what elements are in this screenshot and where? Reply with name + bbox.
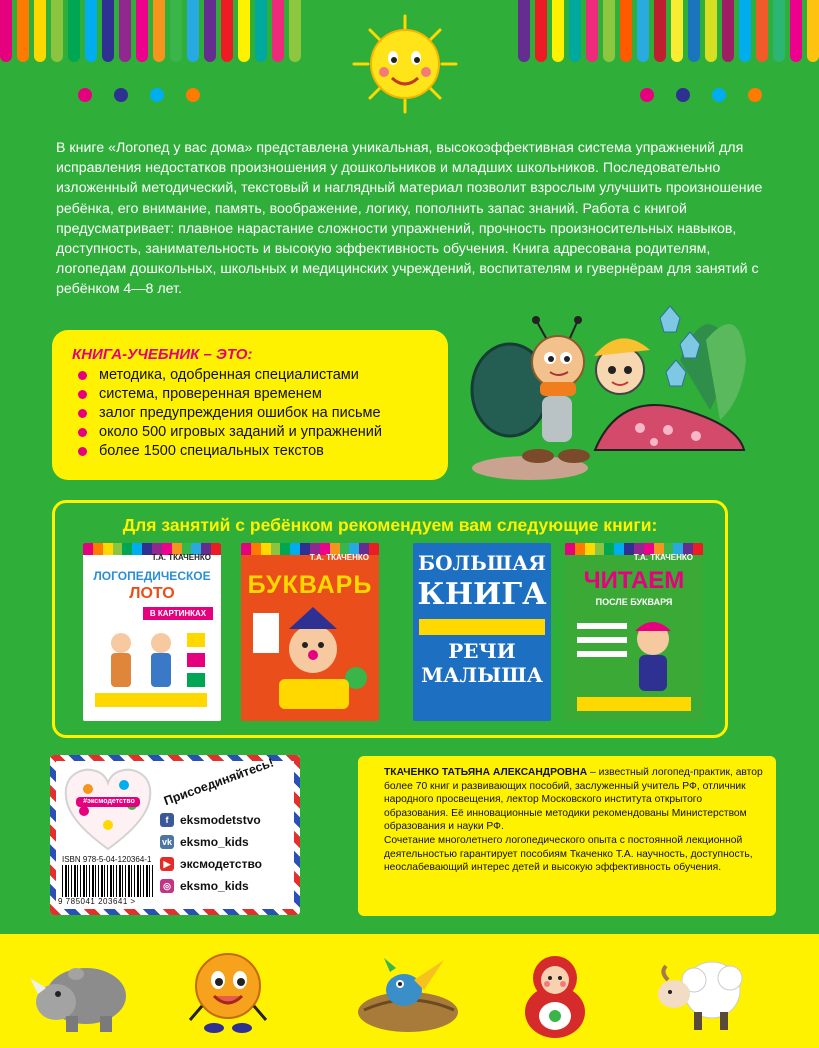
pencil-stripe [722,0,734,62]
pencil-stripe [654,0,666,62]
cover-stripe [132,543,142,555]
textbook-title: КНИГА-УЧЕБНИК – ЭТО: [72,346,253,363]
hashtag-text: #эксмодетство [83,798,135,805]
cover-stripe [300,543,310,555]
cover-stripe [211,543,221,555]
author-bio: ТКАЧЕНКО ТАТЬЯНА АЛЕКСАНДРОВНА – известный логопед-практик, автор более 70 книг и развивающих пособий, заслуженный учитель РФ, отличник народного просвещения, лектор Московского института открытого образования. Её инновационные методики рекомендованы Министерством образования и науки РФ. [384,767,763,833]
pencil-stripe [204,0,216,62]
book-title-line: РЕЧИ МАЛЫША [421,639,543,687]
bullet-dot [78,371,87,380]
pencil-stripe [34,0,46,62]
rhino-icon [30,950,130,1034]
barcode-icon [62,865,154,897]
social-list [160,809,262,897]
book-cover-bukvar [241,543,379,721]
cover-stripe [585,543,595,555]
cover-banner-icon [419,615,545,639]
pencil-stripe [51,0,63,62]
pencil-stripe [773,0,785,62]
bird-in-nest-icon [354,950,464,1034]
book-title-line: ЛОТО [129,585,175,602]
social-link-vk[interactable]: vk eksmo_kids [161,835,249,849]
pencil-stripe [221,0,233,62]
cover-stripe [693,543,703,555]
feature-item: более 1500 специальных текстов [72,442,430,461]
pencil-stripe [603,0,615,62]
cover-stripe [251,543,261,555]
girl-illustration-icon [573,613,695,713]
book-author: Т.А. ТКАЧЕНКО [309,553,369,562]
social-link-youtube[interactable]: ▶ эксмодетство [160,853,262,875]
pencil-stripe [552,0,564,62]
pencil-stripe [102,0,114,62]
book-title-line: БУКВАРЬ [247,571,373,599]
feature-item: система, проверенная временем [72,385,430,404]
matryoshka-icon [520,950,590,1040]
top-right-stripes [518,0,819,62]
color-dot [748,88,762,102]
bullet-dot [78,409,87,418]
pencil-stripe [790,0,802,62]
bullet-dot [78,390,87,399]
book-cover-big-book [413,543,551,721]
book-title-line: КНИГА [417,577,547,612]
book-title-line: ЧИТАЕМ [583,567,685,594]
right-dots [640,88,762,102]
kids-illustration-icon [91,623,211,711]
cover-stripe [261,543,271,555]
social-link-instagram[interactable]: ◎ eksmo_kids [160,875,262,897]
pencil-stripe [518,0,530,62]
pencil-stripe [807,0,819,62]
youtube-icon: ▶ [160,857,174,871]
cover-stripe [93,543,103,555]
cover-stripe [575,543,585,555]
cover-stripe [565,543,575,555]
pencil-stripe [85,0,97,62]
feature-item: около 500 игровых заданий и упражнений [72,423,430,442]
recommend-title: Для занятий с ребёнком рекомендуем вам следующие книги: [122,515,658,535]
pencil-stripe [671,0,683,62]
bug-and-snail-illustration [470,300,760,490]
pencil-stripe [569,0,581,62]
cover-stripe [142,543,152,555]
pencil-stripe [136,0,148,62]
social-link-facebook[interactable]: f eksmodetstvo [160,809,262,831]
pencil-stripe [705,0,717,62]
pencil-stripe [153,0,165,62]
vk-icon: vk [161,837,172,847]
smiling-ball-icon [180,950,280,1034]
pencil-stripe [68,0,80,62]
cover-stripe [614,543,624,555]
cover-stripe [103,543,113,555]
pencil-stripe [17,0,29,62]
book-title-line: БОЛЬШАЯ [418,551,546,575]
book-cover-chitaem [565,543,703,721]
isbn-text: ISBN 978-5-04-120364-1 [62,855,152,864]
pencil-stripe [688,0,700,62]
book-subtitle: ПОСЛЕ БУКВАРЯ [595,597,673,607]
clown-illustration-icon [249,607,371,713]
sun-icon [350,14,460,114]
pencil-stripe [187,0,199,62]
pencil-stripe [272,0,284,62]
bullet-dot [78,428,87,437]
color-dot [712,88,726,102]
top-left-stripes [0,0,301,62]
cover-stripe [241,543,251,555]
textbook-features-box [52,330,448,480]
pencil-stripe [255,0,267,62]
color-dot [640,88,654,102]
feature-item: залог предупреждения ошибок на письме [72,404,430,423]
pencil-stripe [620,0,632,62]
pencil-stripe [535,0,547,62]
cover-stripe [604,543,614,555]
cover-stripe [290,543,300,555]
cover-stripe [280,543,290,555]
cover-stripe [113,543,123,555]
color-dot [114,88,128,102]
pencil-stripe [0,0,12,62]
join-text: Присоединяйтесь! [162,755,276,809]
cover-stripe [83,543,93,555]
recommended-books-panel [52,500,728,738]
cover-stripe [595,543,605,555]
book-subtitle: В КАРТИНКАХ [143,607,213,620]
color-dot [186,88,200,102]
cover-stripe [369,543,379,555]
color-dot [78,88,92,102]
author-name: ТКАЧЕНКО ТАТЬЯНА АЛЕКСАНДРОВНА [384,767,588,778]
barcode-number: 9 785041 203641 > [58,897,136,906]
book-author: Т.А. ТКАЧЕНКО [633,553,693,562]
pencil-stripe [119,0,131,62]
pencil-stripe [637,0,649,62]
cover-stripe [122,543,132,555]
author-bio-box [358,756,776,916]
book-cover-lotto [83,543,221,721]
pencil-stripe [586,0,598,62]
feature-item: методика, одобренная специалистами [72,366,430,385]
pencil-stripe [170,0,182,62]
social-links-card [50,755,300,915]
book-title-line: ЛОГОПЕДИЧЕСКОЕ [93,569,211,583]
intro-text: В книге «Логопед у вас дома» представлена уникальная, высокоэффективная система упражнений для исправления недостатков произношения у дошкольников и младших школьников. Последовательно изложенный методический, текстовый и наглядный материал позволит взрослым улучшить произношение ребёнка, его внимание, память, воображение, логику, пополнить запас знаний. Работа с книгой предусматривает: плавное нарастание сложности упражнений, прочность произносительных навыков, доступность, занимательность и высокую эффективность обучения. Книга адресована родителям, логопедам дошкольных, школьных и медицинских учреждений, воспитателям и гувернёрам для занятий с ребёнком 4—8 лет. [56,140,763,298]
cover-stripe [271,543,281,555]
color-dot [150,88,164,102]
pencil-stripe [289,0,301,62]
pencil-stripe [739,0,751,62]
heart-logo-icon [62,765,154,851]
facebook-icon: f [160,813,174,827]
instagram-icon: ◎ [160,879,174,893]
left-dots [78,88,200,102]
cover-stripe [624,543,634,555]
color-dot [676,88,690,102]
sheep-icon [654,950,754,1034]
pencil-stripe [238,0,250,62]
author-bio-continued: Сочетание многолетнего логопедического опыта с постоянной лекционной деятельностью гарантирует пособиям Ткаченко Т.А. научность, доступность, неослабевающий интерес детей и высокую эффективность обучения. [384,834,753,874]
pencil-stripe [756,0,768,62]
book-author: Т.А. ТКАЧЕНКО [151,553,211,562]
bullet-dot [78,447,87,456]
